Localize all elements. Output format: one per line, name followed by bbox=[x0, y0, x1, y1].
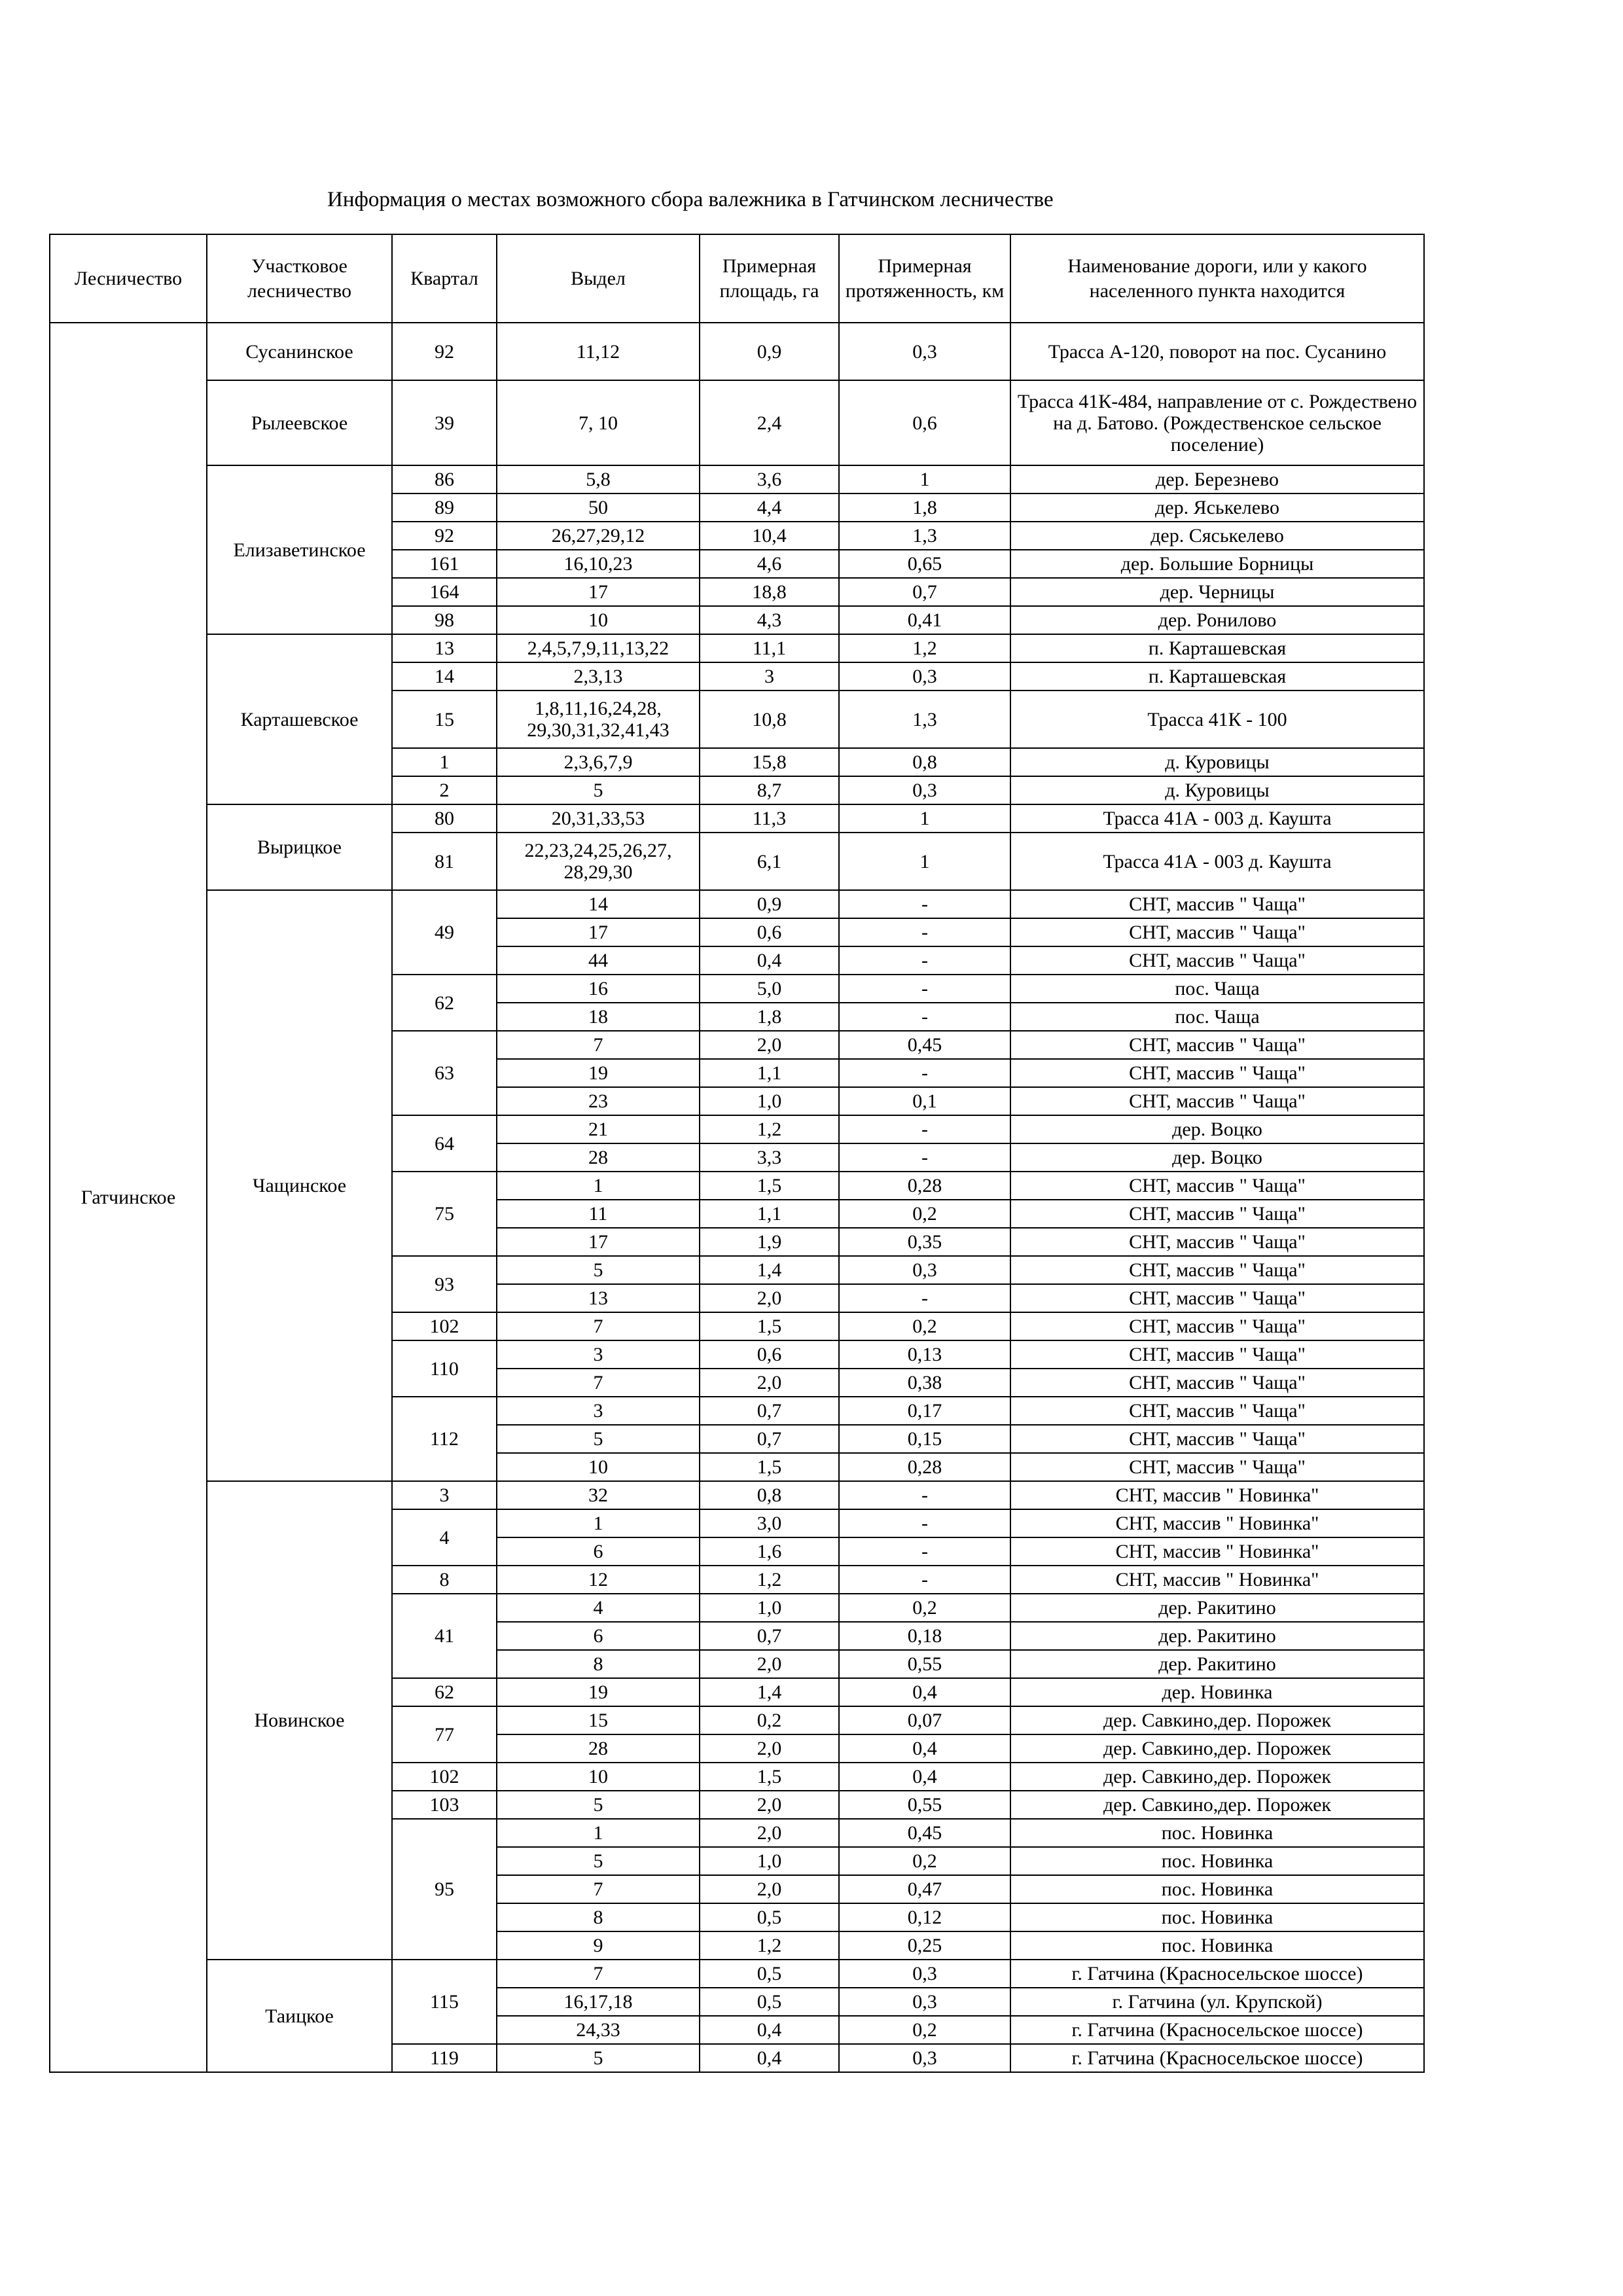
location-cell: пос. Новинка bbox=[1010, 1819, 1424, 1847]
quarter-cell: 81 bbox=[392, 833, 497, 890]
plot-cell: 6 bbox=[497, 1622, 700, 1650]
location-cell: Трасса 41А - 003 д. Каушта bbox=[1010, 804, 1424, 833]
area-cell: 0,5 bbox=[700, 1988, 839, 2016]
plot-cell: 7 bbox=[497, 1031, 700, 1059]
area-cell: 1,5 bbox=[700, 1763, 839, 1791]
length-cell: 0,28 bbox=[839, 1172, 1010, 1200]
location-cell: Трасса 41К-484, направление от с. Рождествено на д. Батово. (Рождественское сельское поселение) bbox=[1010, 380, 1424, 465]
plot-cell: 26,27,29,12 bbox=[497, 522, 700, 550]
length-cell: 0,65 bbox=[839, 550, 1010, 578]
area-cell: 1,5 bbox=[700, 1453, 839, 1481]
length-cell: 0,13 bbox=[839, 1340, 1010, 1369]
length-cell: 1,3 bbox=[839, 522, 1010, 550]
length-cell: 0,4 bbox=[839, 1678, 1010, 1706]
location-cell: дер. Сяськелево bbox=[1010, 522, 1424, 550]
location-cell: дер. Воцко bbox=[1010, 1115, 1424, 1143]
plot-cell: 16,10,23 bbox=[497, 550, 700, 578]
quarter-cell: 77 bbox=[392, 1706, 497, 1763]
location-cell: СНТ, массив " Чаща" bbox=[1010, 1284, 1424, 1312]
location-cell: СНТ, массив " Новинка" bbox=[1010, 1481, 1424, 1509]
location-cell: СНТ, массив " Чаща" bbox=[1010, 1425, 1424, 1453]
quarter-cell: 89 bbox=[392, 493, 497, 522]
district-cell: Вырицкое bbox=[207, 804, 392, 890]
location-cell: Трасса А-120, поворот на пос. Сусанино bbox=[1010, 323, 1424, 380]
length-cell: - bbox=[839, 1115, 1010, 1143]
quarter-cell: 95 bbox=[392, 1819, 497, 1960]
area-cell: 2,0 bbox=[700, 1875, 839, 1903]
area-cell: 0,7 bbox=[700, 1622, 839, 1650]
quarter-cell: 86 bbox=[392, 465, 497, 493]
plot-cell: 5 bbox=[497, 1256, 700, 1284]
deadwood-locations-table bbox=[49, 234, 1425, 2073]
plot-cell: 6 bbox=[497, 1537, 700, 1566]
length-cell: 0,15 bbox=[839, 1425, 1010, 1453]
length-cell: - bbox=[839, 975, 1010, 1003]
header-forestry: Лесничество bbox=[50, 234, 207, 323]
plot-cell: 7 bbox=[497, 1875, 700, 1903]
area-cell: 0,9 bbox=[700, 890, 839, 918]
quarter-cell: 164 bbox=[392, 578, 497, 606]
location-cell: дер. Черницы bbox=[1010, 578, 1424, 606]
area-cell: 8,7 bbox=[700, 776, 839, 804]
length-cell: 0,2 bbox=[839, 1312, 1010, 1340]
plot-cell: 10 bbox=[497, 1763, 700, 1791]
plot-cell: 5 bbox=[497, 1847, 700, 1875]
plot-cell: 1 bbox=[497, 1819, 700, 1847]
district-cell: Новинское bbox=[207, 1481, 392, 1960]
area-cell: 0,9 bbox=[700, 323, 839, 380]
area-cell: 0,5 bbox=[700, 1903, 839, 1931]
length-cell: - bbox=[839, 918, 1010, 946]
area-cell: 1,1 bbox=[700, 1059, 839, 1087]
quarter-cell: 13 bbox=[392, 634, 497, 662]
table-body bbox=[50, 323, 1424, 2072]
area-cell: 0,7 bbox=[700, 1425, 839, 1453]
plot-cell: 17 bbox=[497, 1228, 700, 1256]
length-cell: 1 bbox=[839, 465, 1010, 493]
length-cell: 0,18 bbox=[839, 1622, 1010, 1650]
length-cell: 0,2 bbox=[839, 1847, 1010, 1875]
length-cell: - bbox=[839, 1003, 1010, 1031]
area-cell: 4,4 bbox=[700, 493, 839, 522]
length-cell: 0,41 bbox=[839, 606, 1010, 634]
plot-cell: 50 bbox=[497, 493, 700, 522]
location-cell: дер. Новинка bbox=[1010, 1678, 1424, 1706]
quarter-cell: 161 bbox=[392, 550, 497, 578]
header-district: Участковое лесничество bbox=[207, 234, 392, 323]
header-location: Наименование дороги, или у какого населенного пункта находится bbox=[1010, 234, 1424, 323]
quarter-cell: 2 bbox=[392, 776, 497, 804]
district-cell: Карташевское bbox=[207, 634, 392, 804]
quarter-cell: 4 bbox=[392, 1509, 497, 1566]
length-cell: 0,2 bbox=[839, 1594, 1010, 1622]
plot-cell: 1 bbox=[497, 1509, 700, 1537]
location-cell: дер. Большие Борницы bbox=[1010, 550, 1424, 578]
area-cell: 3,0 bbox=[700, 1509, 839, 1537]
area-cell: 1,2 bbox=[700, 1115, 839, 1143]
location-cell: пос. Чаща bbox=[1010, 975, 1424, 1003]
location-cell: дер. Савкино,дер. Порожек bbox=[1010, 1706, 1424, 1734]
quarter-cell: 14 bbox=[392, 662, 497, 691]
area-cell: 15,8 bbox=[700, 748, 839, 776]
location-cell: дер. Ракитино bbox=[1010, 1622, 1424, 1650]
plot-cell: 12 bbox=[497, 1566, 700, 1594]
quarter-cell: 41 bbox=[392, 1594, 497, 1678]
location-cell: СНТ, массив " Чаща" bbox=[1010, 1031, 1424, 1059]
quarter-cell: 93 bbox=[392, 1256, 497, 1312]
length-cell: 0,55 bbox=[839, 1791, 1010, 1819]
area-cell: 1,5 bbox=[700, 1312, 839, 1340]
location-cell: СНТ, массив " Чаща" bbox=[1010, 1312, 1424, 1340]
quarter-cell: 64 bbox=[392, 1115, 497, 1172]
plot-cell: 7, 10 bbox=[497, 380, 700, 465]
plot-cell: 21 bbox=[497, 1115, 700, 1143]
length-cell: 0,2 bbox=[839, 1200, 1010, 1228]
document-title: Информация о местах возможного сбора валежника в Гатчинском лесничестве bbox=[327, 188, 1054, 211]
location-cell: СНТ, массив " Чаща" bbox=[1010, 1397, 1424, 1425]
area-cell: 1,9 bbox=[700, 1228, 839, 1256]
length-cell: 0,2 bbox=[839, 2016, 1010, 2044]
plot-cell: 10 bbox=[497, 1453, 700, 1481]
quarter-cell: 92 bbox=[392, 522, 497, 550]
area-cell: 1,0 bbox=[700, 1087, 839, 1115]
table-row bbox=[50, 465, 1424, 493]
area-cell: 1,4 bbox=[700, 1256, 839, 1284]
plot-cell: 14 bbox=[497, 890, 700, 918]
area-cell: 3 bbox=[700, 662, 839, 691]
plot-cell: 28 bbox=[497, 1143, 700, 1172]
area-cell: 0,5 bbox=[700, 1960, 839, 1988]
plot-cell: 32 bbox=[497, 1481, 700, 1509]
location-cell: пос. Новинка bbox=[1010, 1903, 1424, 1931]
location-cell: дер. Савкино,дер. Порожек bbox=[1010, 1734, 1424, 1763]
location-cell: СНТ, массив " Чаща" bbox=[1010, 1453, 1424, 1481]
length-cell: 0,3 bbox=[839, 662, 1010, 691]
header-length: Примерная протяженность, км bbox=[839, 234, 1010, 323]
forestry-cell: Гатчинское bbox=[50, 323, 207, 2072]
plot-cell: 5,8 bbox=[497, 465, 700, 493]
location-cell: СНТ, массив " Чаща" bbox=[1010, 1340, 1424, 1369]
plot-cell: 17 bbox=[497, 918, 700, 946]
plot-cell: 15 bbox=[497, 1706, 700, 1734]
plot-cell: 7 bbox=[497, 1960, 700, 1988]
quarter-cell: 102 bbox=[392, 1763, 497, 1791]
location-cell: г. Гатчина (ул. Крупской) bbox=[1010, 1988, 1424, 2016]
plot-cell: 1,8,11,16,24,28, 29,30,31,32,41,43 bbox=[497, 691, 700, 748]
area-cell: 0,6 bbox=[700, 918, 839, 946]
quarter-cell: 102 bbox=[392, 1312, 497, 1340]
location-cell: СНТ, массив " Чаща" bbox=[1010, 1256, 1424, 1284]
district-cell: Чащинское bbox=[207, 890, 392, 1481]
plot-cell: 7 bbox=[497, 1312, 700, 1340]
quarter-cell: 75 bbox=[392, 1172, 497, 1256]
plot-cell: 16,17,18 bbox=[497, 1988, 700, 2016]
length-cell: 0,8 bbox=[839, 748, 1010, 776]
length-cell: 0,3 bbox=[839, 1960, 1010, 1988]
area-cell: 4,6 bbox=[700, 550, 839, 578]
area-cell: 5,0 bbox=[700, 975, 839, 1003]
quarter-cell: 8 bbox=[392, 1566, 497, 1594]
location-cell: п. Карташевская bbox=[1010, 634, 1424, 662]
length-cell: 0,17 bbox=[839, 1397, 1010, 1425]
plot-cell: 5 bbox=[497, 1425, 700, 1453]
area-cell: 0,4 bbox=[700, 946, 839, 975]
length-cell: 0,47 bbox=[839, 1875, 1010, 1903]
length-cell: 0,4 bbox=[839, 1734, 1010, 1763]
plot-cell: 16 bbox=[497, 975, 700, 1003]
quarter-cell: 92 bbox=[392, 323, 497, 380]
plot-cell: 28 bbox=[497, 1734, 700, 1763]
length-cell: 1 bbox=[839, 804, 1010, 833]
location-cell: дер. Ракитино bbox=[1010, 1594, 1424, 1622]
location-cell: дер. Савкино,дер. Порожек bbox=[1010, 1763, 1424, 1791]
area-cell: 2,0 bbox=[700, 1791, 839, 1819]
plot-cell: 19 bbox=[497, 1059, 700, 1087]
plot-cell: 1 bbox=[497, 1172, 700, 1200]
plot-cell: 2,3,13 bbox=[497, 662, 700, 691]
area-cell: 1,1 bbox=[700, 1200, 839, 1228]
location-cell: пос. Новинка bbox=[1010, 1931, 1424, 1960]
area-cell: 2,0 bbox=[700, 1650, 839, 1678]
length-cell: - bbox=[839, 1143, 1010, 1172]
quarter-cell: 62 bbox=[392, 1678, 497, 1706]
plot-cell: 19 bbox=[497, 1678, 700, 1706]
length-cell: 0,3 bbox=[839, 1988, 1010, 2016]
location-cell: п. Карташевская bbox=[1010, 662, 1424, 691]
area-cell: 0,4 bbox=[700, 2044, 839, 2072]
area-cell: 0,6 bbox=[700, 1340, 839, 1369]
quarter-cell: 115 bbox=[392, 1960, 497, 2044]
location-cell: Трасса 41К - 100 bbox=[1010, 691, 1424, 748]
plot-cell: 3 bbox=[497, 1340, 700, 1369]
length-cell: - bbox=[839, 1481, 1010, 1509]
area-cell: 0,7 bbox=[700, 1397, 839, 1425]
location-cell: СНТ, массив " Чаща" bbox=[1010, 946, 1424, 975]
length-cell: - bbox=[839, 1509, 1010, 1537]
quarter-cell: 119 bbox=[392, 2044, 497, 2072]
header-quarter: Квартал bbox=[392, 234, 497, 323]
location-cell: дер. Воцко bbox=[1010, 1143, 1424, 1172]
quarter-cell: 98 bbox=[392, 606, 497, 634]
area-cell: 10,4 bbox=[700, 522, 839, 550]
plot-cell: 9 bbox=[497, 1931, 700, 1960]
table-row bbox=[50, 323, 1424, 380]
location-cell: пос. Новинка bbox=[1010, 1875, 1424, 1903]
location-cell: пос. Чаща bbox=[1010, 1003, 1424, 1031]
length-cell: 0,25 bbox=[839, 1931, 1010, 1960]
length-cell: - bbox=[839, 1566, 1010, 1594]
length-cell: - bbox=[839, 1059, 1010, 1087]
plot-cell: 11,12 bbox=[497, 323, 700, 380]
length-cell: 0,28 bbox=[839, 1453, 1010, 1481]
plot-cell: 8 bbox=[497, 1650, 700, 1678]
length-cell: 0,38 bbox=[839, 1369, 1010, 1397]
area-cell: 1,5 bbox=[700, 1172, 839, 1200]
location-cell: СНТ, массив " Чаща" bbox=[1010, 1228, 1424, 1256]
table-row bbox=[50, 380, 1424, 465]
area-cell: 2,0 bbox=[700, 1031, 839, 1059]
area-cell: 2,0 bbox=[700, 1284, 839, 1312]
area-cell: 2,0 bbox=[700, 1819, 839, 1847]
header-area: Примерная площадь, га bbox=[700, 234, 839, 323]
location-cell: СНТ, массив " Чаща" bbox=[1010, 1200, 1424, 1228]
quarter-cell: 62 bbox=[392, 975, 497, 1031]
location-cell: г. Гатчина (Красносельское шоссе) bbox=[1010, 1960, 1424, 1988]
area-cell: 4,3 bbox=[700, 606, 839, 634]
location-cell: г. Гатчина (Красносельское шоссе) bbox=[1010, 2016, 1424, 2044]
length-cell: - bbox=[839, 946, 1010, 975]
length-cell: 0,45 bbox=[839, 1819, 1010, 1847]
quarter-cell: 112 bbox=[392, 1397, 497, 1481]
quarter-cell: 103 bbox=[392, 1791, 497, 1819]
plot-cell: 22,23,24,25,26,27, 28,29,30 bbox=[497, 833, 700, 890]
location-cell: СНТ, массив " Новинка" bbox=[1010, 1537, 1424, 1566]
plot-cell: 4 bbox=[497, 1594, 700, 1622]
quarter-cell: 15 bbox=[392, 691, 497, 748]
length-cell: - bbox=[839, 890, 1010, 918]
length-cell: - bbox=[839, 1284, 1010, 1312]
table-row bbox=[50, 1960, 1424, 1988]
location-cell: Трасса 41А - 003 д. Каушта bbox=[1010, 833, 1424, 890]
length-cell: 1,8 bbox=[839, 493, 1010, 522]
plot-cell: 8 bbox=[497, 1903, 700, 1931]
location-cell: СНТ, массив " Новинка" bbox=[1010, 1509, 1424, 1537]
location-cell: дер. Ронилово bbox=[1010, 606, 1424, 634]
length-cell: 0,3 bbox=[839, 2044, 1010, 2072]
area-cell: 1,0 bbox=[700, 1847, 839, 1875]
plot-cell: 3 bbox=[497, 1397, 700, 1425]
table-row bbox=[50, 1481, 1424, 1509]
length-cell: - bbox=[839, 1537, 1010, 1566]
plot-cell: 11 bbox=[497, 1200, 700, 1228]
length-cell: 0,6 bbox=[839, 380, 1010, 465]
table-row bbox=[50, 804, 1424, 833]
area-cell: 1,2 bbox=[700, 1566, 839, 1594]
plot-cell: 5 bbox=[497, 776, 700, 804]
location-cell: СНТ, массив " Чаща" bbox=[1010, 890, 1424, 918]
length-cell: 0,3 bbox=[839, 1256, 1010, 1284]
district-cell: Рылеевское bbox=[207, 380, 392, 465]
length-cell: 0,1 bbox=[839, 1087, 1010, 1115]
plot-cell: 44 bbox=[497, 946, 700, 975]
length-cell: 0,45 bbox=[839, 1031, 1010, 1059]
location-cell: д. Куровицы bbox=[1010, 748, 1424, 776]
plot-cell: 18 bbox=[497, 1003, 700, 1031]
area-cell: 3,3 bbox=[700, 1143, 839, 1172]
district-cell: Таицкое bbox=[207, 1960, 392, 2072]
location-cell: д. Куровицы bbox=[1010, 776, 1424, 804]
location-cell: дер. Ракитино bbox=[1010, 1650, 1424, 1678]
header-plot: Выдел bbox=[497, 234, 700, 323]
area-cell: 2,4 bbox=[700, 380, 839, 465]
area-cell: 0,2 bbox=[700, 1706, 839, 1734]
area-cell: 18,8 bbox=[700, 578, 839, 606]
location-cell: СНТ, массив " Чаща" bbox=[1010, 1087, 1424, 1115]
area-cell: 11,1 bbox=[700, 634, 839, 662]
location-cell: г. Гатчина (Красносельское шоссе) bbox=[1010, 2044, 1424, 2072]
length-cell: 0,55 bbox=[839, 1650, 1010, 1678]
table-header-row bbox=[50, 234, 1424, 323]
length-cell: 0,3 bbox=[839, 776, 1010, 804]
area-cell: 11,3 bbox=[700, 804, 839, 833]
table-row bbox=[50, 634, 1424, 662]
district-cell: Сусанинское bbox=[207, 323, 392, 380]
length-cell: 0,07 bbox=[839, 1706, 1010, 1734]
plot-cell: 24,33 bbox=[497, 2016, 700, 2044]
location-cell: дер. Березнево bbox=[1010, 465, 1424, 493]
location-cell: СНТ, массив " Новинка" bbox=[1010, 1566, 1424, 1594]
area-cell: 1,0 bbox=[700, 1594, 839, 1622]
area-cell: 1,6 bbox=[700, 1537, 839, 1566]
plot-cell: 17 bbox=[497, 578, 700, 606]
location-cell: дер. Яськелево bbox=[1010, 493, 1424, 522]
plot-cell: 2,3,6,7,9 bbox=[497, 748, 700, 776]
length-cell: 0,35 bbox=[839, 1228, 1010, 1256]
location-cell: СНТ, массив " Чаща" bbox=[1010, 1172, 1424, 1200]
district-cell: Елизаветинское bbox=[207, 465, 392, 634]
area-cell: 0,8 bbox=[700, 1481, 839, 1509]
area-cell: 10,8 bbox=[700, 691, 839, 748]
plot-cell: 5 bbox=[497, 1791, 700, 1819]
length-cell: 1 bbox=[839, 833, 1010, 890]
location-cell: пос. Новинка bbox=[1010, 1847, 1424, 1875]
plot-cell: 10 bbox=[497, 606, 700, 634]
area-cell: 2,0 bbox=[700, 1369, 839, 1397]
length-cell: 1,3 bbox=[839, 691, 1010, 748]
location-cell: СНТ, массив " Чаща" bbox=[1010, 1369, 1424, 1397]
quarter-cell: 39 bbox=[392, 380, 497, 465]
length-cell: 0,4 bbox=[839, 1763, 1010, 1791]
quarter-cell: 1 bbox=[392, 748, 497, 776]
length-cell: 0,12 bbox=[839, 1903, 1010, 1931]
area-cell: 6,1 bbox=[700, 833, 839, 890]
quarter-cell: 110 bbox=[392, 1340, 497, 1397]
plot-cell: 2,4,5,7,9,11,13,22 bbox=[497, 634, 700, 662]
length-cell: 0,7 bbox=[839, 578, 1010, 606]
quarter-cell: 3 bbox=[392, 1481, 497, 1509]
table-row bbox=[50, 890, 1424, 918]
area-cell: 2,0 bbox=[700, 1734, 839, 1763]
area-cell: 3,6 bbox=[700, 465, 839, 493]
location-cell: дер. Савкино,дер. Порожек bbox=[1010, 1791, 1424, 1819]
quarter-cell: 63 bbox=[392, 1031, 497, 1115]
location-cell: СНТ, массив " Чаща" bbox=[1010, 1059, 1424, 1087]
area-cell: 1,8 bbox=[700, 1003, 839, 1031]
plot-cell: 23 bbox=[497, 1087, 700, 1115]
length-cell: 0,3 bbox=[839, 323, 1010, 380]
length-cell: 1,2 bbox=[839, 634, 1010, 662]
area-cell: 1,4 bbox=[700, 1678, 839, 1706]
area-cell: 0,4 bbox=[700, 2016, 839, 2044]
location-cell: СНТ, массив " Чаща" bbox=[1010, 918, 1424, 946]
quarter-cell: 80 bbox=[392, 804, 497, 833]
quarter-cell: 49 bbox=[392, 890, 497, 975]
plot-cell: 13 bbox=[497, 1284, 700, 1312]
area-cell: 1,2 bbox=[700, 1931, 839, 1960]
plot-cell: 20,31,33,53 bbox=[497, 804, 700, 833]
plot-cell: 7 bbox=[497, 1369, 700, 1397]
plot-cell: 5 bbox=[497, 2044, 700, 2072]
